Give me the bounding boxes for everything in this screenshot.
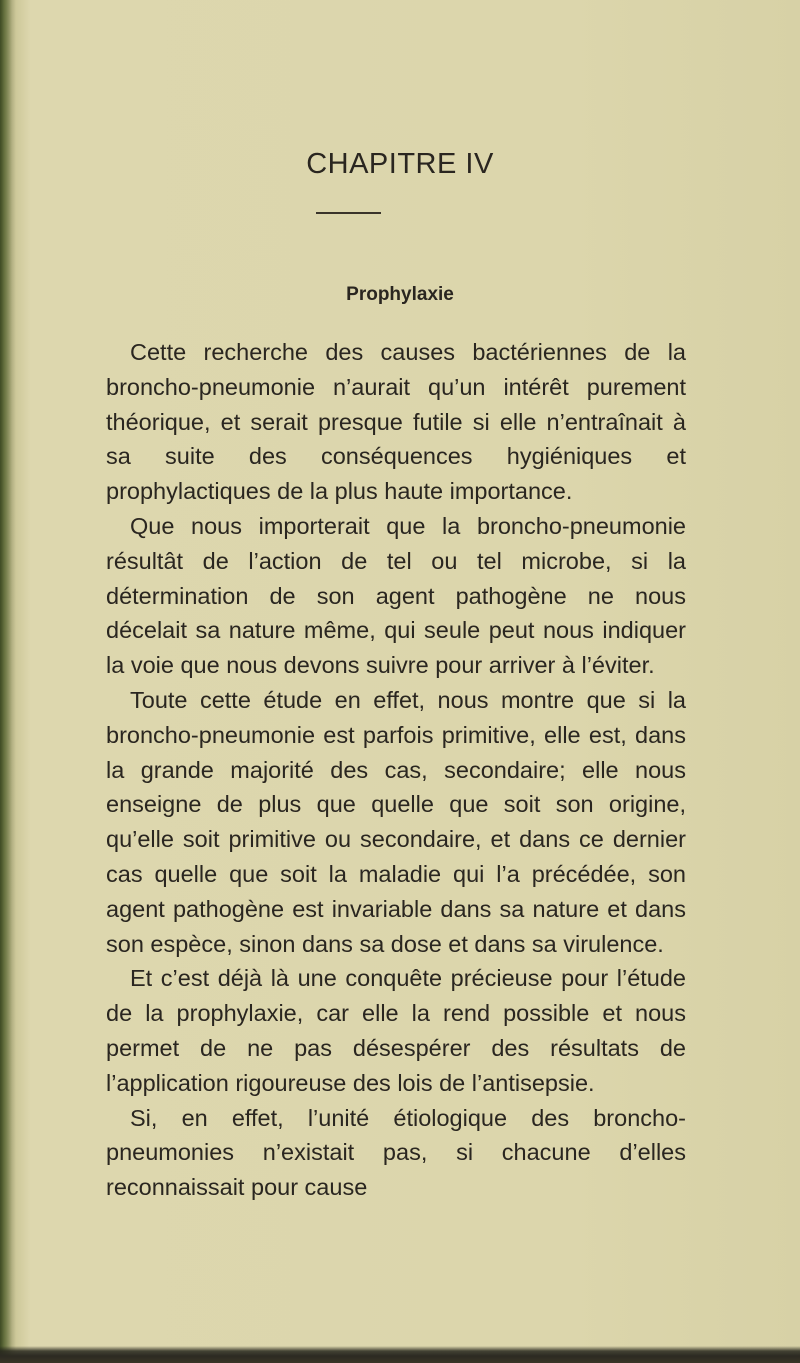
title-divider [316, 212, 381, 214]
paragraph-3: Toute cette étude en effet, nous montre que si la broncho-pneumonie est parfois primitive, elle est, dans la grande majorité des cas, secondaire; elle nous enseigne de plus que quelle que soit son origine, qu’elle soit primitive ou secondaire, et dans ce dernier cas quelle que soit la maladie qui l’a précédée, son agent pathogène est invariable dans sa nature et dans son espèce, sinon dans sa dose et dans sa virulence. [106, 686, 686, 957]
body-text [106, 335, 686, 1205]
page-bottom-edge [0, 1346, 800, 1363]
section-title: Prophylaxie [346, 284, 454, 305]
chapter-title: CHAPITRE IV [306, 148, 494, 180]
paragraph-1: Cette recherche des causes bactériennes de la broncho-pneumonie n’aurait qu’un intérêt purement théorique, et serait presque futile si elle n’entraînait à sa suite des conséquences hygiéniques et prophylactiques de la plus haute importance. [106, 339, 686, 505]
paragraph-4: Et c’est déjà là une conquête précieuse pour l’étude de la prophylaxie, car elle la rend possible et nous permet de ne pas désespérer des résultats de l’application rigoureuse des lois de l’antisepsie. [106, 965, 686, 1096]
paragraph-5: Si, en effet, l’unité étiologique des broncho-pneumonies n’existait pas, si chacune d’elles reconnaissait pour cause [106, 1104, 686, 1201]
page-binding-shadow [0, 0, 16, 1363]
paragraph-2: Que nous importerait que la broncho-pneumonie résultât de l’action de tel ou tel microbe, si la détermination de son agent pathogène ne nous décelait sa nature même, qui seule peut nous indiquer la voie que nous devons suivre pour arriver à l’éviter. [106, 512, 686, 679]
